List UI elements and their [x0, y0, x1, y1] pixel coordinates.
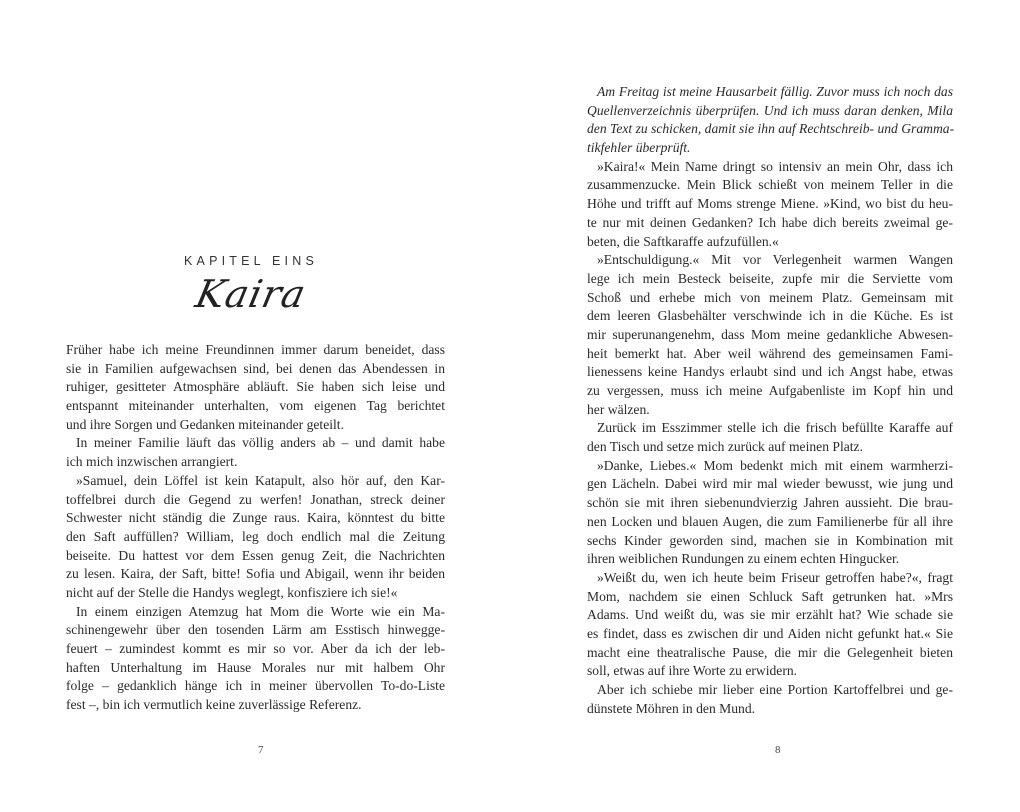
text-line: Am Freitag ist meine Hausarbeit fällig. Zuvor muss ich noch das — [597, 84, 953, 99]
text-line: schinengewehr über den tosenden Lärm am Esstisch hinwegge- — [66, 622, 445, 638]
paragraph — [587, 681, 953, 718]
text-line: tikfehler überprüft. — [587, 140, 691, 156]
paragraph — [587, 569, 953, 681]
paragraph — [587, 419, 953, 456]
paragraph — [587, 251, 953, 419]
paragraph — [66, 434, 445, 471]
text-line: und ihre Sorgen und Gedanken miteinander geteilt. — [66, 416, 344, 432]
paragraph — [66, 472, 445, 603]
text-line: »Kaira!« Mein Name dringt so intensiv an mein Ohr, dass ich — [597, 158, 953, 174]
text-line: dem leeren Glasbehälter verschwinde ich in die Küche. Es ist — [587, 308, 953, 324]
paragraph — [587, 457, 953, 569]
text-line: toffelbrei durch die Gegend zu werfen! Jonathan, streck deiner — [66, 491, 445, 507]
text-line: Schwester nicht ständig die Zunge raus. Kaira, könntest du bitte — [66, 510, 445, 526]
text-line: Höhe und trifft auf Moms strenge Miene. »Kind, wo bist du heu- — [587, 196, 953, 212]
text-line: her wälzen. — [587, 401, 650, 417]
text-line: sechs Kinder geworden sind, machen sie in Kombination mit — [587, 532, 953, 548]
text-line: nen Locken und blauen Augen, die zum Familienerbe für all ihre — [587, 513, 953, 529]
paragraph — [587, 158, 953, 251]
text-line: »Samuel, dein Löffel ist kein Katapult, also hör auf, den Kar- — [76, 472, 445, 488]
chapter-title: Kaira — [191, 272, 311, 316]
text-line: nicht auf der Stelle die Handys weglegt, konfisziere ich sie!« — [66, 584, 398, 600]
text-line: schön sie mit ihren siebenundvierzig Jahren aussieht. Die brau- — [587, 495, 953, 511]
text-line: In meiner Familie läuft das völlig anders ab – und damit habe — [76, 435, 445, 451]
text-line: zusammenzucke. Mein Blick schießt von meinem Teller in die — [587, 177, 953, 193]
text-line: lienessens keine Handys erlaubt sind und ich Angst habe, etwas — [587, 364, 953, 380]
text-line: entspannt miteinander unterhalten, vom eigenen Tag berichtet — [66, 398, 445, 414]
text-line: »Entschuldigung.« Mit vor Verlegenheit warmen Wangen — [597, 252, 953, 268]
chapter-label: KAPITEL EINS — [184, 254, 318, 268]
text-line: feuert – zumindest kommt es mir so vor. Aber da ich der leb- — [66, 641, 445, 656]
text-line: Adams. Und weißt du, was sie mir erzählt hat? Wie schade sie — [587, 607, 953, 623]
text-line: sie in Familien aufgewachsen sind, bei denen das Abendessen in — [66, 360, 445, 376]
text-line: Quellenverzeichnis überprüfen. Und ich muss daran denken, Mila — [587, 102, 953, 118]
text-line: fest –, bin ich vermutlich keine zuverlässige Referenz. — [66, 697, 362, 713]
text-line: Schoß und erhebe mich von meinem Platz. Gemeinsam mit — [587, 289, 953, 305]
text-line: haften Unterhaltung im Hause Morales nur mit halbem Ohr — [66, 659, 445, 675]
text-line: Mom, nachdem sie einen Schluck Saft getrunken hat. »Mrs — [587, 588, 953, 604]
page-number: 7 — [258, 744, 264, 756]
text-line: ich mich inzwischen arrangiert. — [66, 454, 238, 470]
text-line: Früher habe ich meine Freundinnen immer darum beneidet, dass — [66, 342, 445, 357]
text-line: mir superunangenehm, dass Mom meine gedankliche Abwesen- — [587, 326, 953, 342]
text-line: In einem einzigen Atemzug hat Mom die Worte wie ein Ma- — [76, 603, 445, 619]
text-line: zu vergessen, muss ich meine Aufgabenliste im Kopf hin und — [587, 383, 953, 398]
text-line: dünstete Möhren in den Mund. — [587, 700, 756, 716]
text-line: soll, etwas auf ihre Worte zu erwidern. — [587, 663, 798, 679]
text-line: den Text zu schicken, damit sie ihn auf Rechtschreib- und Gramma- — [587, 121, 955, 137]
text-line: heit bemerkt hat. Aber weil während des gemeinsamen Fami- — [587, 345, 953, 361]
text-line: beten, die Saftkaraffe aufzufüllen.« — [587, 233, 779, 249]
text-line: den Saft auffüllen? William, leg doch endlich mal die Zeitung — [66, 528, 445, 544]
body-text — [66, 341, 445, 715]
text-line: te nur mit deinen Gedanken? Ich habe dich bereits zweimal ge- — [587, 214, 953, 230]
text-line: zu lesen. Kaira, der Saft, bitte! Sofia und Abigail, wenn ihr beiden — [66, 566, 445, 582]
text-line: Aber ich schiebe mir lieber eine Portion Kartoffelbrei und ge- — [597, 682, 953, 697]
text-line: »Weißt du, wen ich heute beim Friseur getroffen habe?«, fragt — [597, 569, 953, 585]
page-number: 8 — [775, 744, 781, 756]
text-line: beiseite. Du hattest vor dem Essen genug Zeit, die Nachrichten — [66, 547, 445, 563]
body-text — [587, 83, 953, 718]
text-line: folge – gedanklich hänge ich in meiner übervollen To-do-Liste — [66, 678, 445, 694]
text-line: den Tisch und setze mich zurück auf meinen Platz. — [587, 439, 863, 455]
text-line: ihren weiblichen Rundungen zu einem echten Hingucker. — [587, 551, 900, 567]
text-line: »Danke, Liebes.« Mom bedenkt mich mit einem warmherzi- — [597, 457, 953, 473]
paragraph — [66, 341, 445, 434]
text-line: lege ich mein Besteck beiseite, zupfe mir die Serviette vom — [587, 270, 953, 286]
paragraph — [66, 603, 445, 715]
right-page — [510, 0, 1020, 812]
text-line: es findet, dass es zwischen dir und Aiden nicht gefunkt hat.« Sie — [587, 625, 953, 641]
text-line: ruhiger, gesitteter Atmosphäre abläuft. Sie haben sich leise und — [66, 379, 445, 395]
text-line: macht eine theatralische Pause, die mir die Gelegenheit bieten — [587, 644, 953, 660]
text-line: gen Lächeln. Dabei wird mir mal wieder bewusst, wie jung und — [587, 476, 953, 492]
paragraph — [587, 83, 953, 158]
text-line: Zurück im Esszimmer stelle ich die frisch befüllte Karaffe auf — [597, 420, 953, 436]
